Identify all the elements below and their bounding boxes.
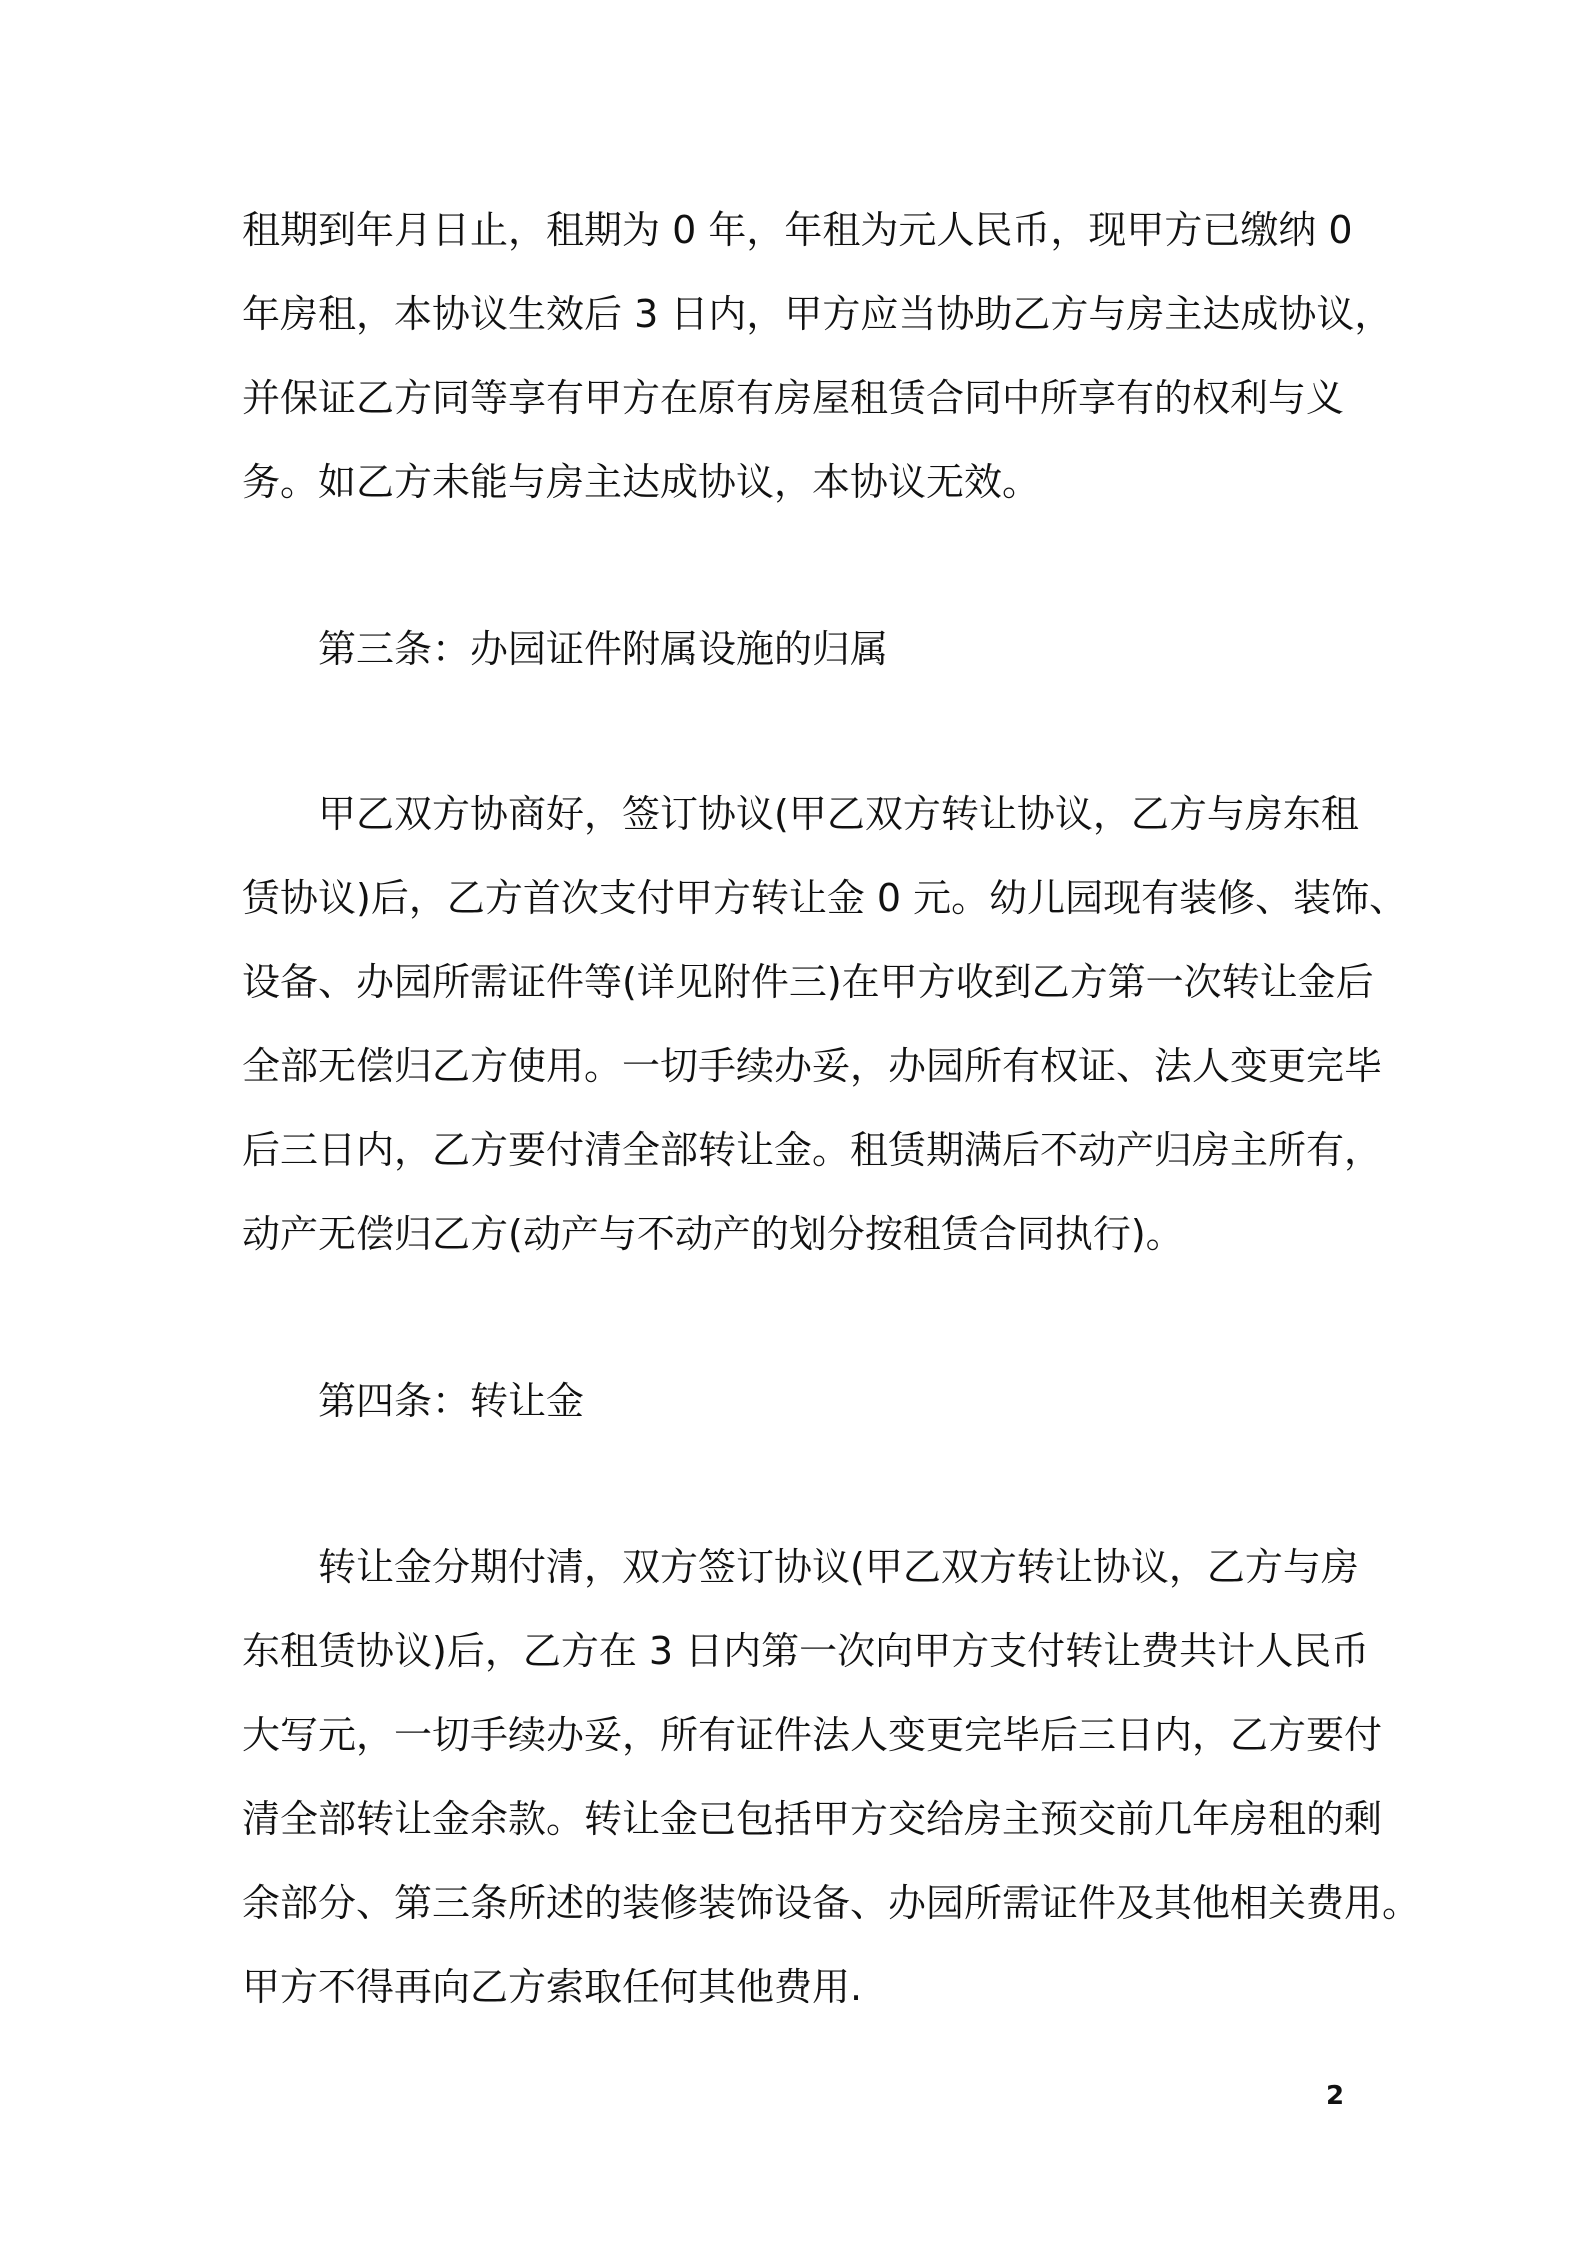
article-3-heading: 第三条：办园证件附属设施的归属 <box>318 627 889 671</box>
paragraph-line: 务。如乙方未能与房主达成协议，本协议无效。 <box>242 460 1041 504</box>
paragraph-line: 动产无偿归乙方(动产与不动产的划分按租赁合同执行)。 <box>242 1212 1184 1256</box>
paragraph-line: 甲乙双方协商好，签订协议(甲乙双方转让协议，乙方与房东租 <box>318 792 1359 836</box>
paragraph-line: 设备、办园所需证件等(详见附件三)在甲方收到乙方第一次转让金后 <box>242 960 1374 1004</box>
article-4-heading: 第四条：转让金 <box>318 1379 585 1423</box>
paragraph-line: 赁协议)后，乙方首次支付甲方转让金 0 元。幼儿园现有装修、装饰、 <box>242 876 1408 920</box>
paragraph-line: 余部分、第三条所述的装修装饰设备、办园所需证件及其他相关费用。 <box>242 1881 1421 1925</box>
page-number: 2 <box>1326 2081 1345 2111</box>
paragraph-line: 全部无偿归乙方使用。一切手续办妥，办园所有权证、法人变更完毕 <box>242 1044 1383 1088</box>
paragraph-line: 东租赁协议)后，乙方在 3 日内第一次向甲方支付转让费共计人民币 <box>242 1629 1370 1673</box>
paragraph-line: 清全部转让金余款。转让金已包括甲方交给房主预交前几年房租的剩 <box>242 1797 1383 1841</box>
paragraph-line: 甲方不得再向乙方索取任何其他费用. <box>242 1965 863 2009</box>
paragraph-line: 并保证乙方同等享有甲方在原有房屋租赁合同中所享有的权利与义 <box>242 376 1345 420</box>
paragraph-line: 转让金分期付清，双方签订协议(甲乙双方转让协议，乙方与房 <box>318 1545 1359 1589</box>
paragraph-line: 后三日内，乙方要付清全部转让金。租赁期满后不动产归房主所有， <box>242 1128 1383 1172</box>
paragraph-line: 大写元，一切手续办妥，所有证件法人变更完毕后三日内，乙方要付 <box>242 1713 1383 1757</box>
paragraph-line: 租期到年月日止，租期为 0 年，年租为元人民币，现甲方已缴纳 0 <box>242 208 1353 252</box>
paragraph-line: 年房租，本协议生效后 3 日内，甲方应当协助乙方与房主达成协议， <box>242 292 1393 336</box>
